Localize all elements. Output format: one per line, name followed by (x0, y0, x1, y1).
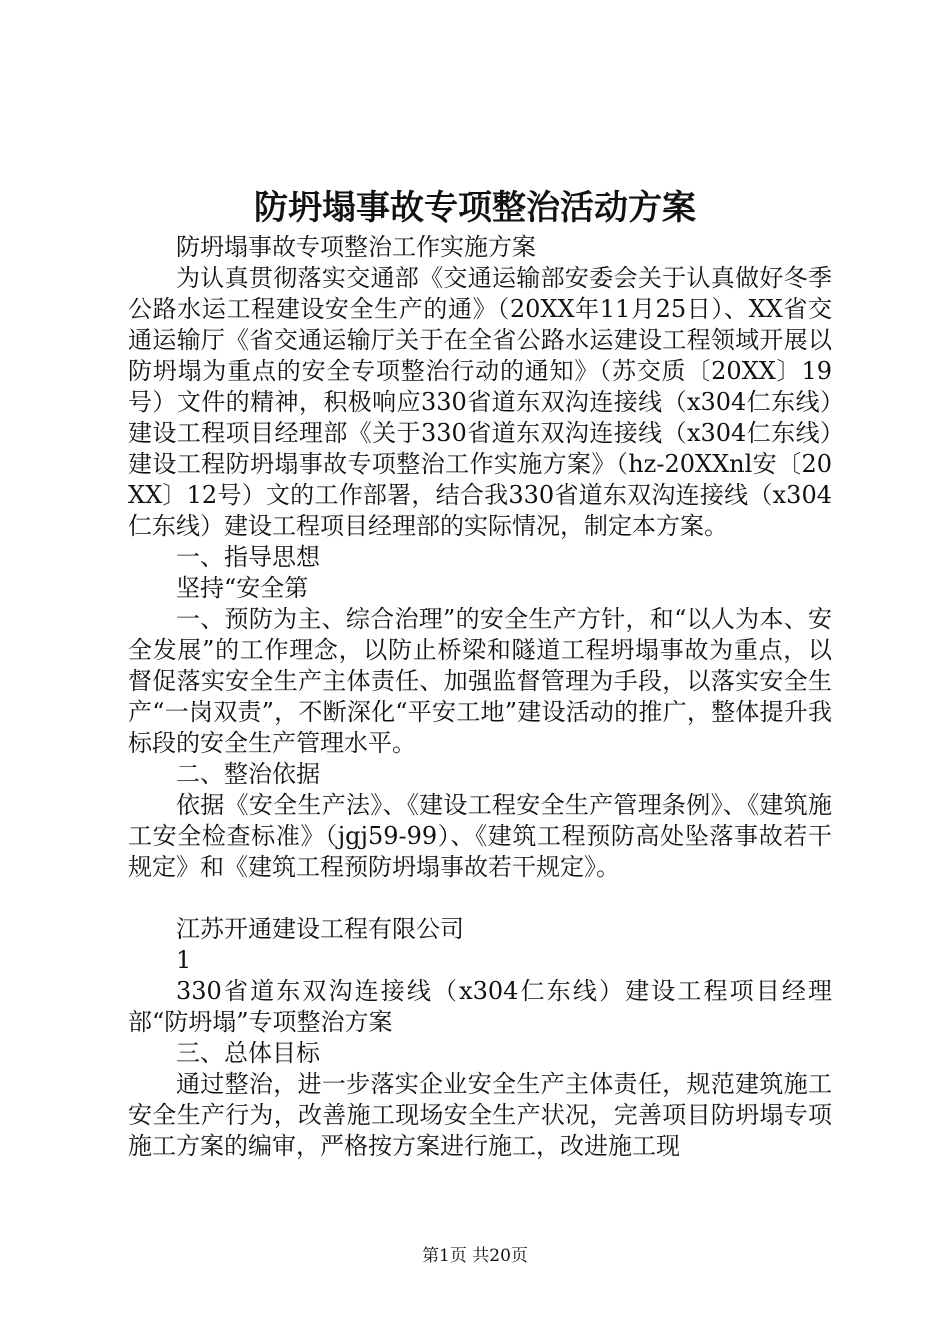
page-marker: 1 (176, 946, 192, 974)
section-heading-overall-goal: 三、总体目标 (176, 1039, 320, 1067)
document-title: 防坍塌事故专项整治活动方案 (254, 188, 696, 228)
section-heading-basis: 二、整治依据 (176, 760, 320, 788)
body-paragraph: 一、预防为主、综合治理”的安全生产方针，和“以人为本、安全发展”的工作理念，以防止桥梁和隧道工程坍塌事故为重点，以督促落实安全生产主体责任、加强监督管理为手段，以落实安全生产“一岗双责”，不断深化“平安工地”建设活动的推广，整体提升我标段的安全生产管理水平。 (128, 605, 832, 757)
intro-paragraph: 为认真贯彻落实交通部《交通运输部安委会关于认真做好冬季公路水运工程建设安全生产的通》（20XX年11月25日）、XX省交通运输厅《省交通运输厅关于在全省公路水运建设工程领域开展以防坍塌为重点的安全专项整治行动的通知》（苏交质〔20XX〕19号）文件的精神，积极响应330省道东双沟连接线（x304仁东线）建设工程项目经理部《关于330省道东双沟连接线（x304仁东线）建设工程防坍塌事故专项整治工作实施方案》（hz-20XXnl安〔20XX〕12号）文的工作部署，结合我330省道东双沟连接线（x304仁东线）建设工程项目经理部的实际情况，制定本方案。 (128, 264, 832, 540)
body-paragraph: 依据《安全生产法》、《建设工程安全生产管理条例》、《建筑施工安全检查标准》（jgj59-99）、《建筑工程预防高处坠落事故若干规定》和《建筑工程预防坍塌事故若干规定》。 (128, 791, 832, 881)
document-body (128, 232, 832, 1162)
body-paragraph: 坚持“安全第 (176, 574, 309, 602)
body-paragraph: 330省道东双沟连接线（x304仁东线）建设工程项目经理部“防坍塌”专项整治方案 (128, 977, 832, 1036)
company-name: 江苏开通建设工程有限公司 (176, 915, 464, 943)
subtitle-paragraph: 防坍塌事故专项整治工作实施方案 (176, 233, 536, 261)
page-footer: 第1页 共20页 (422, 1246, 528, 1266)
section-heading-guiding-ideology: 一、指导思想 (176, 543, 320, 571)
paragraph-spacer (128, 883, 832, 914)
body-paragraph: 通过整治，进一步落实企业安全生产主体责任，规范建筑施工安全生产行为，改善施工现场安全生产状况，完善项目防坍塌专项施工方案的编审，严格按方案进行施工，改进施工现 (128, 1070, 832, 1160)
